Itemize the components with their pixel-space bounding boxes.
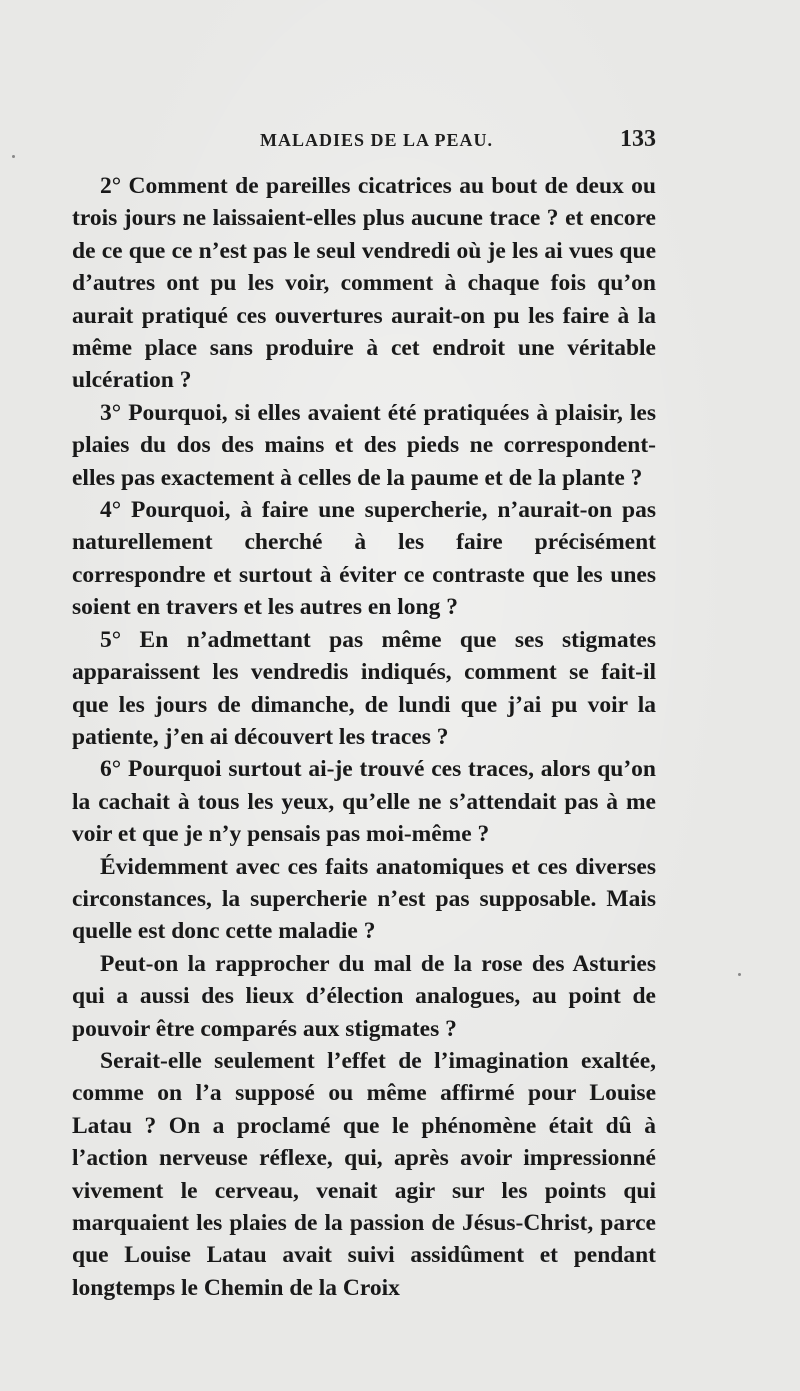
paragraph-imagination: Serait-elle seulement l’effet de l’imagination exaltée, comme on l’a supposé ou même affirmé pour Louise Latau ? On a proclamé que le phénomène était dû à l’action nerveuse réflexe, qui, après avoir impressionné vivement le cerveau, venait agir sur les points qui marquaient les plaies de la passion de Jésus-Christ, parce que Louise Latau avait suivi assidûment et pendant longtemps le Chemin de la Croix — [72, 1047, 656, 1301]
body-text — [72, 170, 656, 1304]
page-number: 133 — [620, 126, 656, 152]
paragraph-6: 6° Pourquoi surtout ai-je trouvé ces traces, alors qu’on la cachait à tous les yeux, qu’elle ne s’attendait pas à me voir et que je n’y pensais pas moi-même ? — [72, 756, 656, 848]
paragraph-2: 2° Comment de pareilles cicatrices au bout de deux ou trois jours ne laissaient-elles plus aucune trace ? et encore de ce que ce n’est pas le seul vendredi où je les ai vues que d’autres ont pu les voir, comment à chaque fois qu’on aurait pratiqué ces ouvertures aurait-on pu les faire à la même place sans produire à cet endroit une véritable ulcération ? — [72, 173, 656, 394]
paper-speck — [12, 155, 15, 158]
paragraph-asturies: Peut-on la rapprocher du mal de la rose des Asturies qui a aussi des lieux d’élection analogues, au point de pouvoir être comparés aux stigmates ? — [72, 950, 656, 1042]
paper-speck — [738, 973, 741, 976]
paragraph-evidemment: Évidemment avec ces faits anatomiques et ces diverses circonstances, la supercherie n’est pas supposable. Mais quelle est donc cette maladie ? — [72, 853, 656, 945]
paragraph-5: 5° En n’admettant pas même que ses stigmates apparaissent les vendredis indiqués, comment se fait-il que les jours de dimanche, de lundi que j’ai pu voir la patiente, j’en ai découvert les traces ? — [72, 626, 656, 750]
running-title: MALADIES DE LA PEAU. — [260, 130, 494, 150]
paragraph-4: 4° Pourquoi, à faire une supercherie, n’aurait-on pas naturellement cherché à les faire précisément correspondre et surtout à éviter ce contraste que les unes soient en travers et les autres en long ? — [72, 497, 656, 621]
page-header — [72, 126, 656, 158]
paragraph-3: 3° Pourquoi, si elles avaient été pratiquées à plaisir, les plaies du dos des mains et des pieds ne correspondent-elles pas exactement à celles de la paume et de la plante ? — [72, 399, 656, 491]
